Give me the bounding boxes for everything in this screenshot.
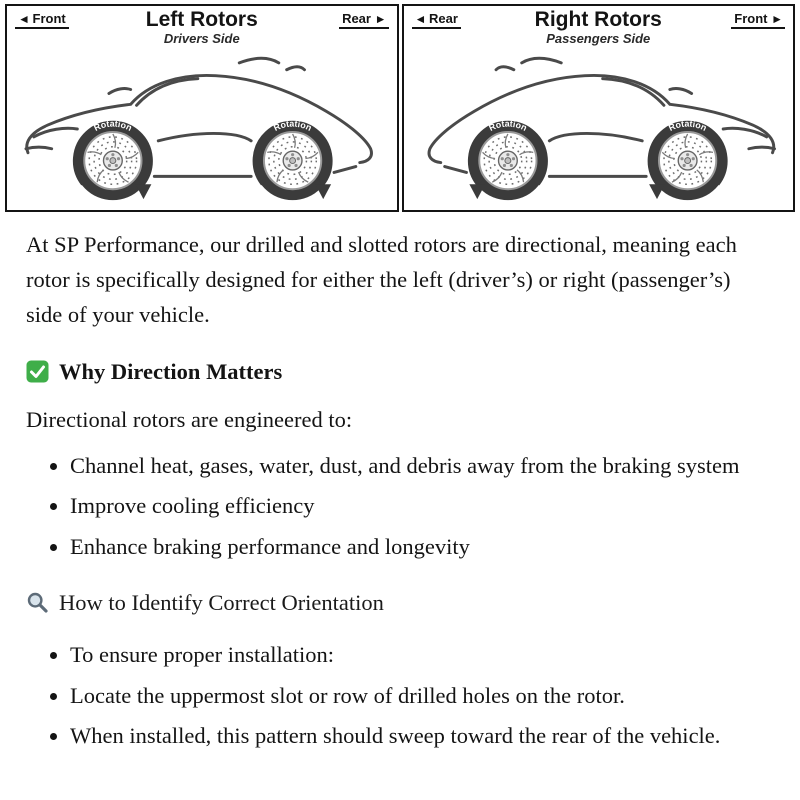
rear-rotor	[648, 118, 727, 200]
article-body	[0, 212, 800, 753]
corner-label-text: Rear	[342, 11, 371, 26]
section-heading-identify-orientation	[26, 590, 772, 616]
intro-paragraph: At SP Performance, our drilled and slotted rotors are directional, meaning each rotor is specifically designed for either the left (driver’s) or right (passenger’s) side of your vehicle.	[26, 232, 737, 327]
arrow-right-icon: ►	[374, 12, 386, 26]
corner-label-text: Front	[734, 11, 768, 26]
left-panel-title	[7, 9, 397, 46]
corner-label-text: Rear	[429, 11, 458, 26]
arrow-right-icon: ►	[771, 12, 782, 26]
panel-title-text: Right Rotors	[534, 8, 662, 31]
check-icon	[26, 360, 49, 383]
list-item: • Improve cooling efficiency	[70, 489, 772, 523]
list-item: • To ensure proper installation:	[70, 638, 772, 672]
left-car-illustration	[7, 50, 397, 208]
list-item: • Enhance braking performance and longevity	[70, 530, 772, 564]
arrow-left-icon: ◄	[414, 12, 426, 26]
section-heading-text: How to Identify Correct Orientation	[59, 589, 384, 615]
panel-subtitle-text: Drivers Side	[163, 31, 240, 47]
section-heading-why-direction-matters	[26, 359, 772, 385]
left-rotors-panel	[5, 4, 399, 212]
front-rotor	[468, 118, 547, 200]
list-item: • Channel heat, gases, water, dust, and debris away from the braking system	[70, 449, 772, 483]
arrow-left-icon: ◄	[18, 12, 29, 26]
section-heading-text: Why Direction Matters	[59, 358, 283, 384]
front-rotor	[73, 118, 152, 200]
section2-bullet-list	[26, 638, 772, 753]
section1-lead: Directional rotors are engineered to:	[26, 406, 353, 432]
section1-bullet-list	[26, 449, 772, 564]
panel-subtitle-text: Passengers Side	[546, 31, 651, 47]
rotor-direction-diagram	[0, 0, 800, 212]
list-item: • When installed, this pattern should sweep toward the rear of the vehicle.	[70, 719, 772, 753]
list-item: • Locate the uppermost slot or row of drilled holes on the rotor.	[70, 679, 772, 713]
right-car-illustration	[404, 50, 794, 208]
panel-title-text: Left Rotors	[145, 8, 258, 31]
right-rotors-panel	[402, 4, 796, 212]
right-panel-header	[404, 6, 794, 50]
front-direction-label	[731, 11, 785, 29]
rear-direction-label	[339, 11, 388, 29]
magnifier-icon	[26, 591, 49, 614]
corner-label-text: Front	[32, 11, 66, 26]
rear-rotor	[253, 118, 332, 200]
left-panel-header	[7, 6, 397, 50]
